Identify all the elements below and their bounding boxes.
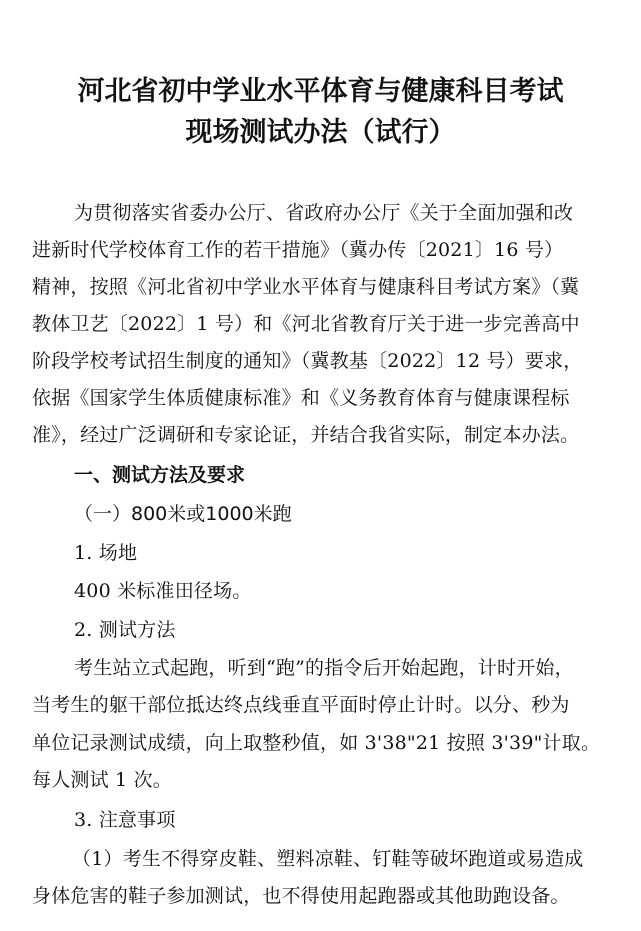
- subsection-1-heading: （一）800米或1000米跑: [74, 503, 292, 525]
- item-2-line-2: 当考生的躯干部位抵达终点线垂直平面时停止计时。以分、秒为: [32, 694, 570, 716]
- item-2-line-1: 考生站立式起跑，听到“跑”的指令后开始起跑，计时开始，: [74, 657, 574, 679]
- intro-line-1: 为贯彻落实省委办公厅、省政府办公厅《关于全面加强和改: [74, 202, 574, 224]
- intro-line-4: 教体卫艺〔2022〕1 号）和《河北省教育厅关于进一步完善高中: [32, 313, 580, 335]
- item-1-label: 1. 场地: [74, 542, 138, 564]
- intro-line-5: 阶段学校考试招生制度的通知》（冀教基〔2022〕12 号）要求，: [32, 350, 583, 372]
- document-title-line-1: 河北省初中学业水平体育与健康科目考试: [77, 76, 564, 107]
- item-2-line-3: 单位记录测试成绩，向上取整秒值，如 3'38"21 按照 3'39"计取。: [32, 732, 601, 754]
- item-3-line-1: （1）考生不得穿皮鞋、塑料凉鞋、钉鞋等破坏跑道或易造成: [72, 848, 584, 870]
- item-3-line-2: 身体危害的鞋子参加测试，也不得使用起跑器或其他助跑设备。: [32, 885, 570, 907]
- intro-line-6: 依据《国家学生体质健康标准》和《义务教育体育与健康课程标: [32, 387, 570, 409]
- document-title-line-2: 现场测试办法（试行）: [185, 117, 456, 148]
- section-1-heading: 一、测试方法及要求: [74, 464, 246, 486]
- item-2-line-4: 每人测试 1 次。: [32, 769, 172, 791]
- item-2-label: 2. 测试方法: [74, 619, 176, 641]
- intro-line-3: 精神，按照《河北省初中学业水平体育与健康科目考试方案》（冀: [32, 276, 580, 298]
- intro-line-7: 准》，经过广泛调研和专家论证，并结合我省实际，制定本办法。: [32, 424, 580, 446]
- item-1-text: 400 米标准田径场。: [74, 580, 252, 602]
- intro-line-2: 进新时代学校体育工作的若干措施》（冀办传〔2021〕16 号）: [32, 239, 564, 261]
- item-3-label: 3. 注意事项: [74, 809, 176, 831]
